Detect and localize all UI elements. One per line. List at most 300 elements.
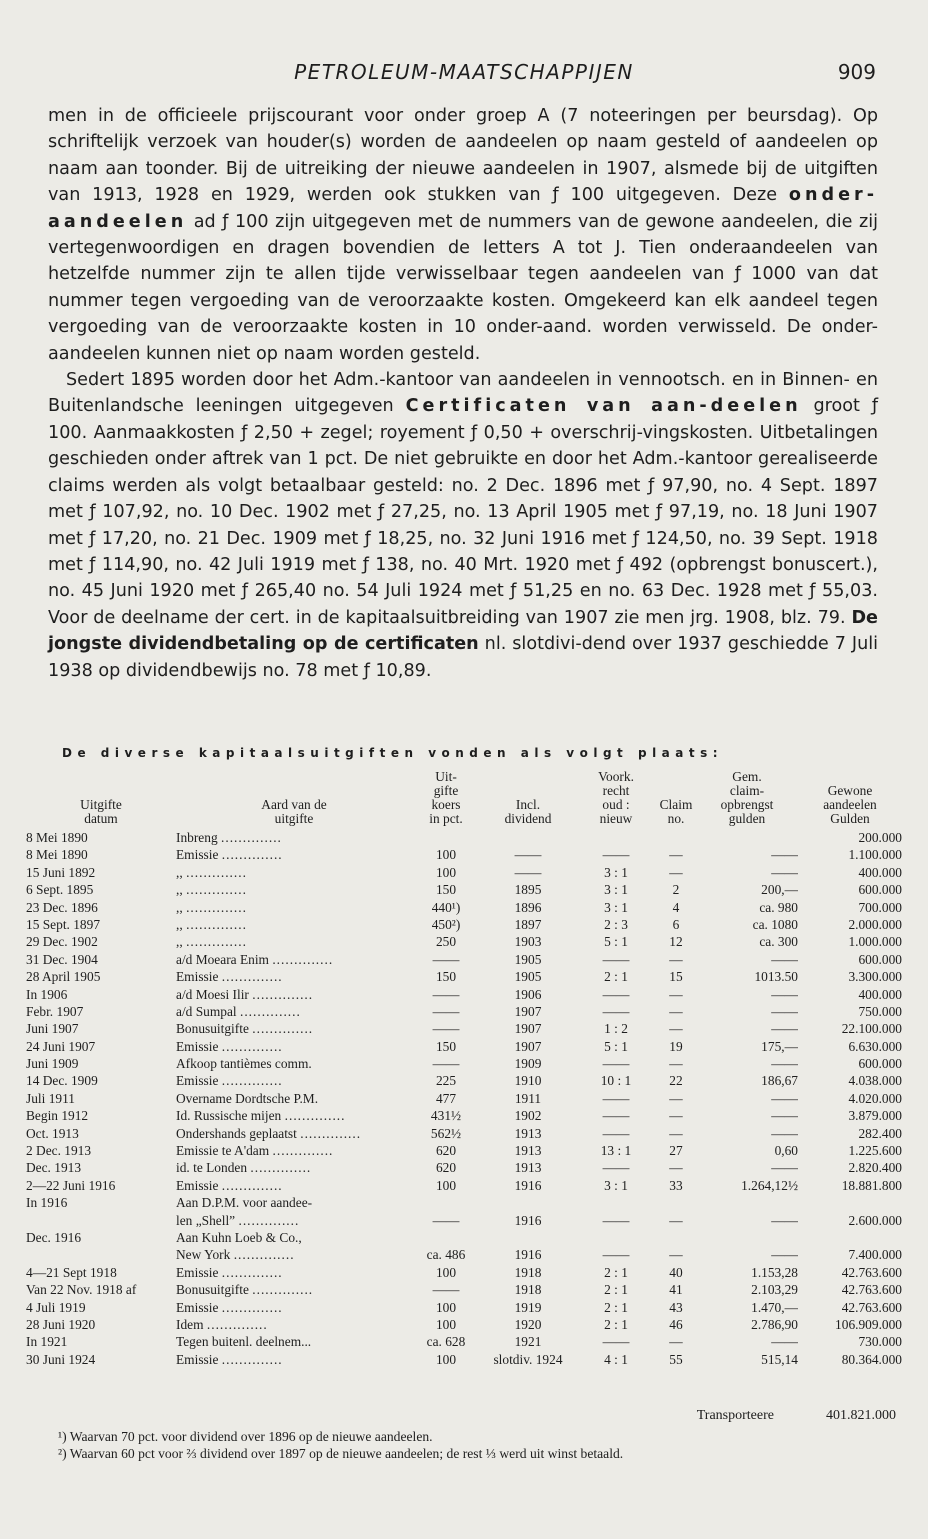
cell-claim-no xyxy=(656,1300,696,1317)
dot-leader: .............. xyxy=(221,1177,283,1193)
cell-incl-dividend-text: —— xyxy=(514,847,542,863)
cell-kind xyxy=(176,882,412,899)
cell-claim-no-text: 41 xyxy=(669,1282,683,1298)
cell-gulden xyxy=(798,1126,902,1143)
cell-date-text: 8 Mei 1890 xyxy=(26,830,88,845)
cell-gulden xyxy=(798,1352,902,1369)
cell-koers xyxy=(412,1160,480,1177)
cell-voork-recht-text: 5 : 1 xyxy=(604,934,628,950)
col-header-line: aandeelen xyxy=(823,797,877,812)
dot-leader: .............. xyxy=(221,1299,283,1315)
cell-koers-text: 100 xyxy=(435,1264,457,1280)
cell-gulden-text: 7.400.000 xyxy=(848,1247,902,1263)
cell-voork-recht-text: 3 : 1 xyxy=(604,899,628,915)
dot-leader: .............. xyxy=(186,882,247,898)
cell-voork-recht xyxy=(576,934,656,951)
cell-koers-text: 562½ xyxy=(430,1125,462,1141)
cell-claim-opbrengst-text: —— xyxy=(771,1003,798,1019)
cell-claim-no-text: 12 xyxy=(669,934,683,950)
cell-koers xyxy=(412,1247,480,1264)
col-header-line: no. xyxy=(667,811,685,826)
cell-claim-opbrengst-text: —— xyxy=(771,951,798,967)
cell-voork-recht xyxy=(576,969,656,986)
cell-claim-no xyxy=(656,969,696,986)
cell-claim-opbrengst xyxy=(696,882,798,899)
cell-gulden-text: 106.909.000 xyxy=(835,1316,902,1332)
cell-incl-dividend xyxy=(480,1265,576,1282)
cell-claim-no xyxy=(656,865,696,882)
col-header-line: nieuw xyxy=(599,811,633,826)
table-row xyxy=(26,917,902,934)
cell-claim-opbrengst xyxy=(696,900,798,917)
cell-date-text: Dec. 1916 xyxy=(26,1229,82,1245)
cell-kind xyxy=(176,1108,412,1125)
cell-kind-text: Emissie xyxy=(176,1299,219,1315)
table-row xyxy=(26,1056,902,1073)
cell-claim-opbrengst xyxy=(696,1195,798,1212)
cell-incl-dividend xyxy=(480,1056,576,1073)
cell-claim-no-text: — xyxy=(669,1247,683,1263)
cell-koers xyxy=(412,952,480,969)
cell-date-text: Juli 1911 xyxy=(26,1090,75,1106)
cell-voork-recht xyxy=(576,1160,656,1177)
cell-incl-dividend-text: 1903 xyxy=(514,934,542,950)
cell-voork-recht xyxy=(576,1056,656,1073)
cell-voork-recht xyxy=(576,1021,656,1038)
cell-gulden-text: 42.763.600 xyxy=(841,1264,902,1280)
cell-claim-no xyxy=(656,847,696,864)
cell-claim-opbrengst-text: 200,— xyxy=(761,882,798,898)
cell-claim-opbrengst-text: ca. 980 xyxy=(759,899,798,915)
cell-kind xyxy=(176,952,412,969)
col-header-gewone xyxy=(798,770,902,830)
cell-koers xyxy=(412,900,480,917)
cell-voork-recht-text: 3 : 1 xyxy=(604,882,628,898)
cell-date xyxy=(26,847,176,864)
cell-koers-text: 431½ xyxy=(430,1108,462,1124)
cell-gulden-text: 1.225.600 xyxy=(848,1143,902,1159)
cell-date-text: Oct. 1913 xyxy=(26,1125,79,1141)
cell-claim-opbrengst xyxy=(696,1126,798,1143)
table-row xyxy=(26,1352,902,1369)
cell-kind xyxy=(176,1300,412,1317)
cell-incl-dividend xyxy=(480,1004,576,1021)
cell-incl-dividend xyxy=(480,1195,576,1212)
cell-incl-dividend-text: slotdiv. 1924 xyxy=(493,1351,563,1367)
col-header-line: Aard van de xyxy=(261,797,327,812)
cell-koers-text: —— xyxy=(432,1282,460,1298)
dot-leader: .............. xyxy=(221,969,283,985)
cell-claim-opbrengst xyxy=(696,1021,798,1038)
running-title: PETROLEUM-MAATSCHAPPIJEN xyxy=(294,60,634,84)
table-row xyxy=(26,987,902,1004)
cell-date xyxy=(26,1091,176,1108)
cell-gulden xyxy=(798,1039,902,1056)
cell-voork-recht xyxy=(576,1039,656,1056)
cell-kind-text: ,, xyxy=(176,899,183,915)
cell-claim-opbrengst-text: ca. 300 xyxy=(759,934,798,950)
cell-kind xyxy=(176,865,412,882)
cell-voork-recht xyxy=(576,1265,656,1282)
cell-claim-opbrengst xyxy=(696,1160,798,1177)
cell-claim-opbrengst xyxy=(696,847,798,864)
cell-koers xyxy=(412,1178,480,1195)
cell-claim-no xyxy=(656,1126,696,1143)
cell-incl-dividend xyxy=(480,830,576,847)
cell-claim-opbrengst-text: 1013.50 xyxy=(754,969,798,985)
cell-claim-no xyxy=(656,1247,696,1264)
cell-voork-recht xyxy=(576,1230,656,1247)
cell-gulden xyxy=(798,934,902,951)
cell-incl-dividend-text: 1916 xyxy=(514,1177,542,1193)
cell-date xyxy=(26,1230,176,1247)
cell-gulden-text: 1.100.000 xyxy=(848,847,902,863)
paragraph-onder-aandeelen xyxy=(48,103,878,367)
total-label: Transporteere xyxy=(696,1408,774,1423)
cell-claim-no-text: 43 xyxy=(669,1299,683,1315)
cell-voork-recht xyxy=(576,1352,656,1369)
table-heading: De diverse kapitaalsuitgiften vonden als volgt plaats: xyxy=(62,746,724,760)
cell-incl-dividend xyxy=(480,1247,576,1264)
cell-koers xyxy=(412,1056,480,1073)
table-row xyxy=(26,1300,902,1317)
cell-kind xyxy=(176,1334,412,1351)
cell-claim-no xyxy=(656,1178,696,1195)
cell-claim-opbrengst-text: —— xyxy=(771,1160,798,1176)
table-row xyxy=(26,1073,902,1090)
cell-koers xyxy=(412,882,480,899)
cell-claim-no xyxy=(656,1021,696,1038)
cell-kind-text: a/d Sumpal xyxy=(176,1003,237,1019)
cell-incl-dividend xyxy=(480,1021,576,1038)
cell-kind-text: Emissie xyxy=(176,1264,219,1280)
cell-voork-recht-text: —— xyxy=(602,1125,630,1141)
cell-kind-text: ,, xyxy=(176,916,183,932)
cell-gulden-text: 600.000 xyxy=(858,882,902,898)
table-row xyxy=(26,1108,902,1125)
cell-gulden xyxy=(798,1282,902,1299)
cell-kind xyxy=(176,1021,412,1038)
cell-incl-dividend-text: 1896 xyxy=(514,899,542,915)
cell-kind xyxy=(176,1004,412,1021)
cell-gulden xyxy=(798,1108,902,1125)
cell-voork-recht-text: 3 : 1 xyxy=(604,1177,628,1193)
cell-incl-dividend xyxy=(480,969,576,986)
cell-claim-opbrengst xyxy=(696,987,798,1004)
cell-voork-recht xyxy=(576,1247,656,1264)
cell-gulden xyxy=(798,830,902,847)
dot-leader: .............. xyxy=(186,864,247,880)
cell-kind xyxy=(176,1056,412,1073)
cell-incl-dividend-text: 1910 xyxy=(514,1073,542,1089)
cell-claim-opbrengst xyxy=(696,1039,798,1056)
table-row xyxy=(26,1247,902,1264)
cell-claim-no-text: — xyxy=(669,1021,683,1037)
cell-date-text: 31 Dec. 1904 xyxy=(26,951,98,967)
cell-kind xyxy=(176,1195,412,1212)
cell-date xyxy=(26,1021,176,1038)
cell-incl-dividend-text: 1919 xyxy=(514,1299,542,1315)
col-header-claim xyxy=(656,770,696,830)
cell-claim-opbrengst-text: ca. 1080 xyxy=(752,916,798,932)
cell-koers xyxy=(412,1265,480,1282)
cell-claim-opbrengst-text: 2.103,29 xyxy=(751,1282,798,1298)
dot-leader: .............. xyxy=(233,1247,295,1263)
cell-claim-no-text: — xyxy=(669,951,683,967)
cell-voork-recht-text: —— xyxy=(602,1108,630,1124)
cell-kind xyxy=(176,1039,412,1056)
cell-date xyxy=(26,1178,176,1195)
cell-kind-text: Aan D.P.M. voor aandee- xyxy=(176,1195,313,1211)
cell-date-text: In 1921 xyxy=(26,1334,68,1350)
cell-gulden-text: 18.881.800 xyxy=(841,1177,902,1193)
cell-voork-recht xyxy=(576,900,656,917)
cell-koers-text: 150 xyxy=(435,969,457,985)
col-header-datum xyxy=(26,770,176,830)
cell-incl-dividend-text: 1921 xyxy=(514,1334,542,1350)
cell-incl-dividend xyxy=(480,900,576,917)
cell-incl-dividend-text: —— xyxy=(514,864,542,880)
col-header-line: Gulden xyxy=(830,811,870,826)
cell-date-text: 15 Juni 1892 xyxy=(26,864,96,880)
table-row xyxy=(26,934,902,951)
cell-claim-no-text: — xyxy=(669,1056,683,1072)
cell-incl-dividend xyxy=(480,1091,576,1108)
cell-incl-dividend xyxy=(480,1352,576,1369)
cell-date-text: 29 Dec. 1902 xyxy=(26,934,98,950)
cell-kind-text: Aan Kuhn Loeb & Co., xyxy=(176,1229,302,1245)
cell-incl-dividend xyxy=(480,952,576,969)
cell-claim-opbrengst xyxy=(696,865,798,882)
cell-date xyxy=(26,1126,176,1143)
cell-koers xyxy=(412,1334,480,1351)
cell-kind-text: Emissie xyxy=(176,847,219,863)
cell-claim-opbrengst-text: 515,14 xyxy=(761,1351,798,1367)
table-row xyxy=(26,1317,902,1334)
cell-kind xyxy=(176,1178,412,1195)
spaced-term-onder-aandeelen: onder-aandeelen xyxy=(48,185,879,232)
dot-leader: .............. xyxy=(300,1125,362,1141)
dot-leader: .............. xyxy=(206,1316,268,1332)
cell-gulden-text: 200.000 xyxy=(858,830,902,845)
cell-voork-recht xyxy=(576,1178,656,1195)
cell-koers-text: ca. 628 xyxy=(426,1334,466,1350)
cell-koers-text: —— xyxy=(432,951,460,967)
cell-claim-opbrengst xyxy=(696,1056,798,1073)
cell-date xyxy=(26,1004,176,1021)
cell-gulden xyxy=(798,969,902,986)
cell-claim-no-text: — xyxy=(669,1090,683,1106)
paragraph-2-text: Sedert 1895 worden door het Adm.-kantoor van aandeelen in vennootsch. en in Binnen- en Buitenlandsche leeningen uitgegeven xyxy=(48,370,878,417)
cell-incl-dividend-text: 1895 xyxy=(514,882,542,898)
cell-voork-recht-text: 2 : 1 xyxy=(604,1282,628,1298)
cell-gulden-text: 42.763.600 xyxy=(841,1299,902,1315)
cell-claim-opbrengst xyxy=(696,1004,798,1021)
cell-incl-dividend xyxy=(480,1230,576,1247)
cell-gulden-text: 6.630.000 xyxy=(848,1038,902,1054)
cell-incl-dividend-text: 1916 xyxy=(514,1212,542,1228)
cell-claim-opbrengst-text: 186,67 xyxy=(761,1073,798,1089)
cell-incl-dividend xyxy=(480,847,576,864)
col-header-opbrengst xyxy=(696,770,798,830)
dot-leader: .............. xyxy=(186,916,247,932)
cell-koers xyxy=(412,987,480,1004)
cell-claim-no-text: 27 xyxy=(669,1143,683,1159)
cell-voork-recht xyxy=(576,1317,656,1334)
cell-date xyxy=(26,1317,176,1334)
dot-leader: .............. xyxy=(272,951,334,967)
cell-gulden-text: 700.000 xyxy=(858,899,902,915)
cell-date xyxy=(26,1056,176,1073)
cell-incl-dividend xyxy=(480,1178,576,1195)
cell-kind xyxy=(176,1265,412,1282)
cell-kind-text: id. te Londen xyxy=(176,1160,248,1176)
table-row xyxy=(26,1091,902,1108)
cell-gulden-text: 2.600.000 xyxy=(848,1212,902,1228)
cell-gulden xyxy=(798,1230,902,1247)
cell-voork-recht-text: 2 : 3 xyxy=(604,916,628,932)
cell-voork-recht-text: —— xyxy=(602,1003,630,1019)
cell-claim-opbrengst-text: 1.153,28 xyxy=(751,1264,798,1280)
cell-claim-no-text: 4 xyxy=(672,899,680,915)
cell-date xyxy=(26,865,176,882)
cell-voork-recht xyxy=(576,952,656,969)
cell-claim-no xyxy=(656,1073,696,1090)
cell-koers xyxy=(412,1352,480,1369)
cell-voork-recht xyxy=(576,1143,656,1160)
cell-claim-opbrengst xyxy=(696,1073,798,1090)
cell-koers xyxy=(412,1126,480,1143)
cell-gulden-text: 400.000 xyxy=(858,986,902,1002)
cell-date-text: Juni 1907 xyxy=(26,1021,79,1037)
cell-claim-no-text: — xyxy=(669,1334,683,1350)
dot-leader: .............. xyxy=(221,847,283,863)
cell-koers-text: 620 xyxy=(435,1160,457,1176)
cell-claim-no xyxy=(656,830,696,847)
cell-claim-opbrengst xyxy=(696,830,798,847)
cell-claim-no-text: — xyxy=(669,986,683,1002)
col-header-line: gifte xyxy=(433,783,459,798)
cell-incl-dividend xyxy=(480,1108,576,1125)
table-row xyxy=(26,1213,902,1230)
cell-koers xyxy=(412,830,480,847)
cell-claim-opbrengst xyxy=(696,1230,798,1247)
cell-claim-opbrengst xyxy=(696,1091,798,1108)
cell-koers xyxy=(412,1073,480,1090)
dot-leader: .............. xyxy=(221,1351,283,1367)
cell-kind-text: ,, xyxy=(176,882,183,898)
cell-kind xyxy=(176,1247,412,1264)
cell-incl-dividend-text: 1913 xyxy=(514,1143,542,1159)
cell-voork-recht-text: —— xyxy=(602,847,630,863)
cell-claim-opbrengst-text: 175,— xyxy=(761,1038,798,1054)
cell-date-text: 8 Mei 1890 xyxy=(26,847,88,863)
table-row xyxy=(26,830,902,847)
cell-koers xyxy=(412,917,480,934)
paragraph-1-text: men in de officieele prijscourant voor onder groep A (7 noteeringen per beursdag). Op schriftelijk verzoek van houder(s) worden de aandeelen op naam gesteld of aandeelen op naam aan toonder. Bij de uitreiking der nieuwe aandeelen in 1907, alsmede bij de uitgiften van 1913, 1928 en 1929, werden ook stukken van ƒ 100 uitgegeven. Deze xyxy=(48,106,878,206)
col-header-line: opbrengst xyxy=(720,797,774,812)
cell-claim-no-text: — xyxy=(669,1003,683,1019)
cell-kind-text: Id. Russische mijen xyxy=(176,1108,282,1124)
cell-gulden-text: 600.000 xyxy=(858,1056,902,1072)
cell-voork-recht xyxy=(576,865,656,882)
cell-koers-text: 450²) xyxy=(431,916,461,932)
cell-koers-text: 150 xyxy=(435,1038,457,1054)
cell-kind-text: Emissie te A'dam xyxy=(176,1143,270,1159)
cell-koers xyxy=(412,1143,480,1160)
cell-date-text: Dec. 1913 xyxy=(26,1160,82,1176)
cell-voork-recht xyxy=(576,830,656,847)
cell-koers xyxy=(412,934,480,951)
col-header-line: Gem. xyxy=(732,769,762,784)
col-header-line: in pct. xyxy=(429,811,463,826)
cell-date xyxy=(26,934,176,951)
cell-claim-no xyxy=(656,1230,696,1247)
cell-gulden-text: 1.000.000 xyxy=(848,934,902,950)
paragraph-certificaten xyxy=(48,367,878,684)
cell-voork-recht xyxy=(576,1004,656,1021)
cell-claim-opbrengst xyxy=(696,1108,798,1125)
table-row xyxy=(26,1282,902,1299)
cell-voork-recht xyxy=(576,1126,656,1143)
cell-claim-opbrengst xyxy=(696,952,798,969)
cell-gulden xyxy=(798,1004,902,1021)
cell-gulden xyxy=(798,1213,902,1230)
cell-claim-no xyxy=(656,917,696,934)
spaced-term-certificaten: Certificaten van aan- xyxy=(405,396,711,417)
cell-date xyxy=(26,882,176,899)
cell-claim-no xyxy=(656,1143,696,1160)
cell-date-text: Van 22 Nov. 1918 af xyxy=(26,1282,137,1298)
cell-claim-opbrengst xyxy=(696,1282,798,1299)
cell-voork-recht-text: 1 : 2 xyxy=(604,1021,628,1037)
cell-date-text: 28 Juni 1920 xyxy=(26,1316,96,1332)
cell-date-text: 28 April 1905 xyxy=(26,969,101,985)
cell-koers-text: 225 xyxy=(435,1073,457,1089)
cell-koers xyxy=(412,847,480,864)
cell-claim-opbrengst-text: —— xyxy=(771,1334,798,1350)
table-row xyxy=(26,900,902,917)
col-header-aard xyxy=(176,770,412,830)
cell-kind-text: Emissie xyxy=(176,969,219,985)
cell-incl-dividend-text: 1897 xyxy=(514,916,542,932)
cell-claim-no xyxy=(656,1195,696,1212)
cell-date-text: 4 Juli 1919 xyxy=(26,1299,86,1315)
table-row xyxy=(26,969,902,986)
cell-claim-opbrengst xyxy=(696,1300,798,1317)
dot-leader: .............. xyxy=(221,1038,283,1054)
cell-claim-opbrengst-text: —— xyxy=(771,1125,798,1141)
cell-gulden xyxy=(798,1265,902,1282)
cell-gulden-text: 2.820.400 xyxy=(848,1160,902,1176)
cell-claim-no xyxy=(656,1317,696,1334)
cell-date-text: In 1906 xyxy=(26,986,68,1002)
cell-claim-opbrengst-text: 1.470,— xyxy=(751,1299,798,1315)
cell-koers-text: 100 xyxy=(435,847,457,863)
dot-leader: .............. xyxy=(221,1264,283,1280)
cell-claim-opbrengst-text: —— xyxy=(771,1090,798,1106)
cell-claim-opbrengst xyxy=(696,917,798,934)
cell-date-text: In 1916 xyxy=(26,1195,68,1211)
col-header-line: Voork. xyxy=(598,769,634,784)
cell-voork-recht xyxy=(576,1213,656,1230)
cell-incl-dividend xyxy=(480,934,576,951)
cell-claim-no xyxy=(656,1056,696,1073)
cell-voork-recht-text: —— xyxy=(602,1160,630,1176)
cell-kind xyxy=(176,1282,412,1299)
cell-kind-text: a/d Moeara Enim xyxy=(176,951,269,967)
cell-koers-text: 100 xyxy=(435,864,457,880)
